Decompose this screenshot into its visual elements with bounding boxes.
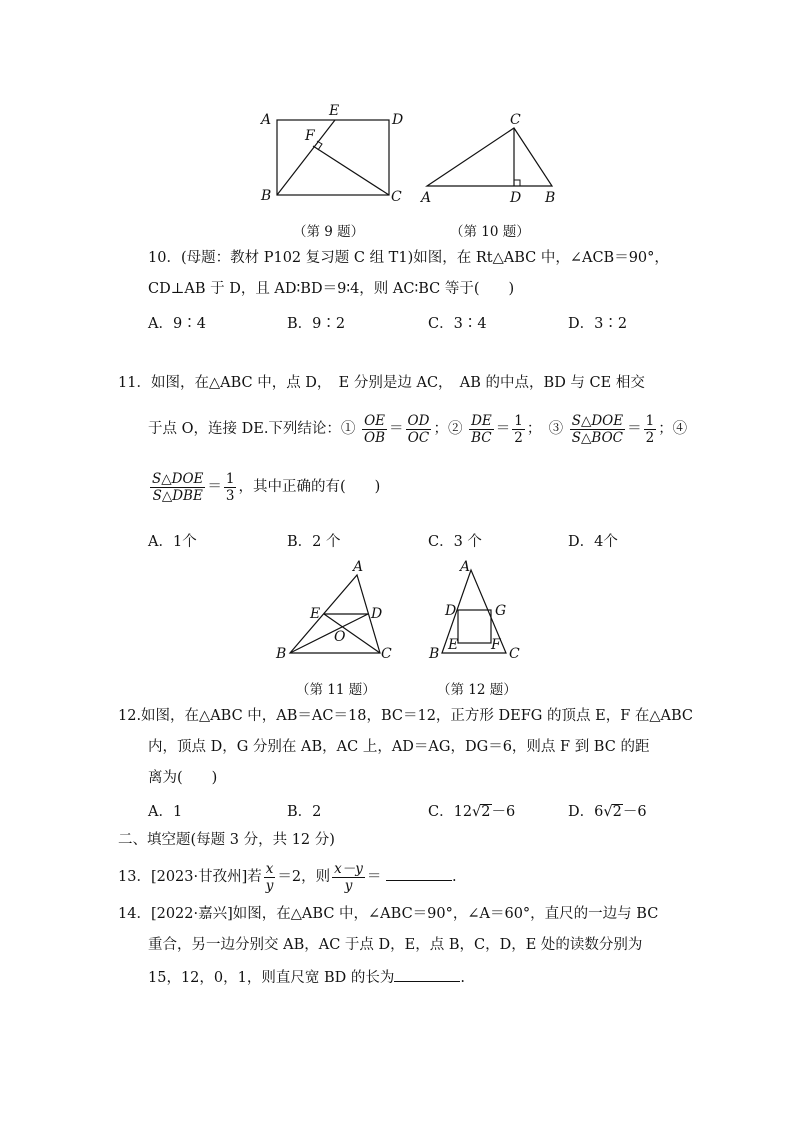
q11-option-a: A．1个 xyxy=(148,534,197,550)
q14-line1: 14．[2022·嘉兴]如图，在△ABC 中，∠ABC＝90°，∠A＝60°，直尺的一边与 BC xyxy=(118,906,659,922)
q11-option-d: D．4个 xyxy=(568,534,618,550)
fig12-label-E: E xyxy=(448,637,459,653)
q12-line1: 12.如图，在△ABC 中，AB＝AC＝18，BC＝12，正方形 DEFG 的顶点 E，F 在△ABC xyxy=(118,708,693,724)
q11-fraction-half-2: $\frac{1}{2}$ xyxy=(645,412,655,446)
q11-fraction-area-doe-dbe: $\frac{\text{S△DOE}}{\text{S△DBE}}$ xyxy=(152,470,204,504)
q11-option-b: B．2 个 xyxy=(287,534,341,550)
section-2-title: 二、填空题(每题 3 分，共 12 分) xyxy=(118,832,335,848)
fig9-label-A: A xyxy=(261,112,272,128)
fig12-label-B: B xyxy=(429,646,440,662)
fig9-label-C: C xyxy=(391,189,402,205)
fig11-label-C: C xyxy=(381,646,392,662)
q10-option-c: C．3∶4 xyxy=(428,316,487,332)
q14-line3: 15，12，0，1，则直尺宽 BD 的长为 . xyxy=(148,967,465,988)
q12-line2: 内，顶点 D，G 分别在 AB，AC 上，AD＝AG，DG＝6，则点 F 到 BC 的距 xyxy=(148,739,650,755)
fig9-caption: （第 9 题） xyxy=(293,224,365,240)
fig10-label-A: A xyxy=(421,190,432,206)
figure-9 xyxy=(255,100,415,210)
q11-fraction-de-bc: $\frac{DE}{BC}$ xyxy=(471,412,492,446)
q13-fraction-xmy-y: $\frac{x-y}{y}$ xyxy=(334,860,363,894)
fig11-label-D: D xyxy=(371,606,383,622)
fig12-label-C: C xyxy=(509,646,520,662)
fig10-caption: （第 10 题） xyxy=(450,224,530,240)
figure-10 xyxy=(415,108,565,208)
fig9-label-F: F xyxy=(305,128,315,144)
q11-line2-prefix: 于点 O，连接 DE.下列结论：① xyxy=(148,421,356,437)
q13-answer-blank[interactable] xyxy=(386,866,452,881)
q11-line2: 于点 O，连接 DE.下列结论：① $\frac{OE}{OB}$ ＝ $\frac{OD}{OC}$ ；② $\frac{DE}{BC}$ ＝ $\frac{1}{2}$ ； ③ $\frac{\text{S△DOE}}{\text{S△BOC}}$ ＝ $\frac{1}{2}$ ；④ xyxy=(148,412,688,446)
fig11-label-E: E xyxy=(310,606,321,622)
fig12-label-A: A xyxy=(460,559,471,575)
q13-fraction-x-y: $\frac{x}{y}$ xyxy=(265,860,274,894)
q10-option-a: A．9∶4 xyxy=(148,316,206,332)
q12-option-a: A．1 xyxy=(148,804,183,820)
fig11-label-A: A xyxy=(353,559,364,575)
q12-option-c: C．12√2－6 xyxy=(428,804,516,820)
q12-option-d: D．6√2－6 xyxy=(568,804,647,820)
figure-11 xyxy=(270,555,400,667)
q11-line1: 11．如图，在△ABC 中，点 D， E 分别是边 AC， AB 的中点，BD 与 CE 相交 xyxy=(118,375,645,391)
fig12-label-D: D xyxy=(445,603,457,619)
q12-line3: 离为( ) xyxy=(148,770,218,786)
q11-option-c: C．3 个 xyxy=(428,534,482,550)
q14-answer-blank[interactable] xyxy=(394,967,460,982)
fig10-label-D: D xyxy=(510,190,522,206)
q14-line2: 重合，另一边分别交 AB，AC 于点 D，E，点 B，C，D，E 处的读数分别为 xyxy=(148,937,643,953)
fig10-label-B: B xyxy=(545,190,556,206)
q12-option-b: B．2 xyxy=(287,804,322,820)
q10-option-d: D．3∶2 xyxy=(568,316,628,332)
q11-fraction-area-doe-boc: $\frac{\text{S△DOE}}{\text{S△BOC}}$ xyxy=(571,412,624,446)
q10-line2: CD⊥AB 于 D，且 AD∶BD＝9∶4，则 AC∶BC 等于( ) xyxy=(148,281,515,297)
fig9-label-E: E xyxy=(329,103,340,119)
fig11-label-O: O xyxy=(334,629,346,645)
figure-12 xyxy=(425,555,535,667)
q11-fraction-third: $\frac{1}{3}$ xyxy=(225,470,235,504)
q11-fraction-oe-ob: $\frac{OE}{OB}$ xyxy=(364,412,386,446)
q11-line3: $\frac{\text{S△DOE}}{\text{S△DBE}}$ ＝ $\frac{1}{3}$ ，其中正确的有( ) xyxy=(152,470,381,504)
fig12-label-G: G xyxy=(495,603,507,619)
fig10-label-C: C xyxy=(510,112,521,128)
fig11-caption: （第 11 题） xyxy=(296,682,376,698)
fig11-label-B: B xyxy=(276,646,287,662)
fig9-label-B: B xyxy=(261,188,272,204)
fig9-label-D: D xyxy=(392,112,404,128)
q11-line3-suffix: ，其中正确的有( ) xyxy=(238,479,381,495)
fig12-caption: （第 12 题） xyxy=(437,682,517,698)
q11-fraction-od-oc: $\frac{OD}{OC}$ xyxy=(407,412,430,446)
q10-option-b: B．9∶2 xyxy=(287,316,346,332)
q11-fraction-half: $\frac{1}{2}$ xyxy=(514,412,523,446)
q10-line1: 10．(母题：教材 P102 复习题 C 组 T1)如图，在 Rt△ABC 中，∠ACB＝90°， xyxy=(148,250,669,266)
q13-line: 13．[2023·甘孜州]若 $\frac{x}{y}$ ＝2，则 $\frac{x-y}{y}$ ＝ . xyxy=(118,860,457,894)
fig12-label-F: F xyxy=(491,637,501,653)
